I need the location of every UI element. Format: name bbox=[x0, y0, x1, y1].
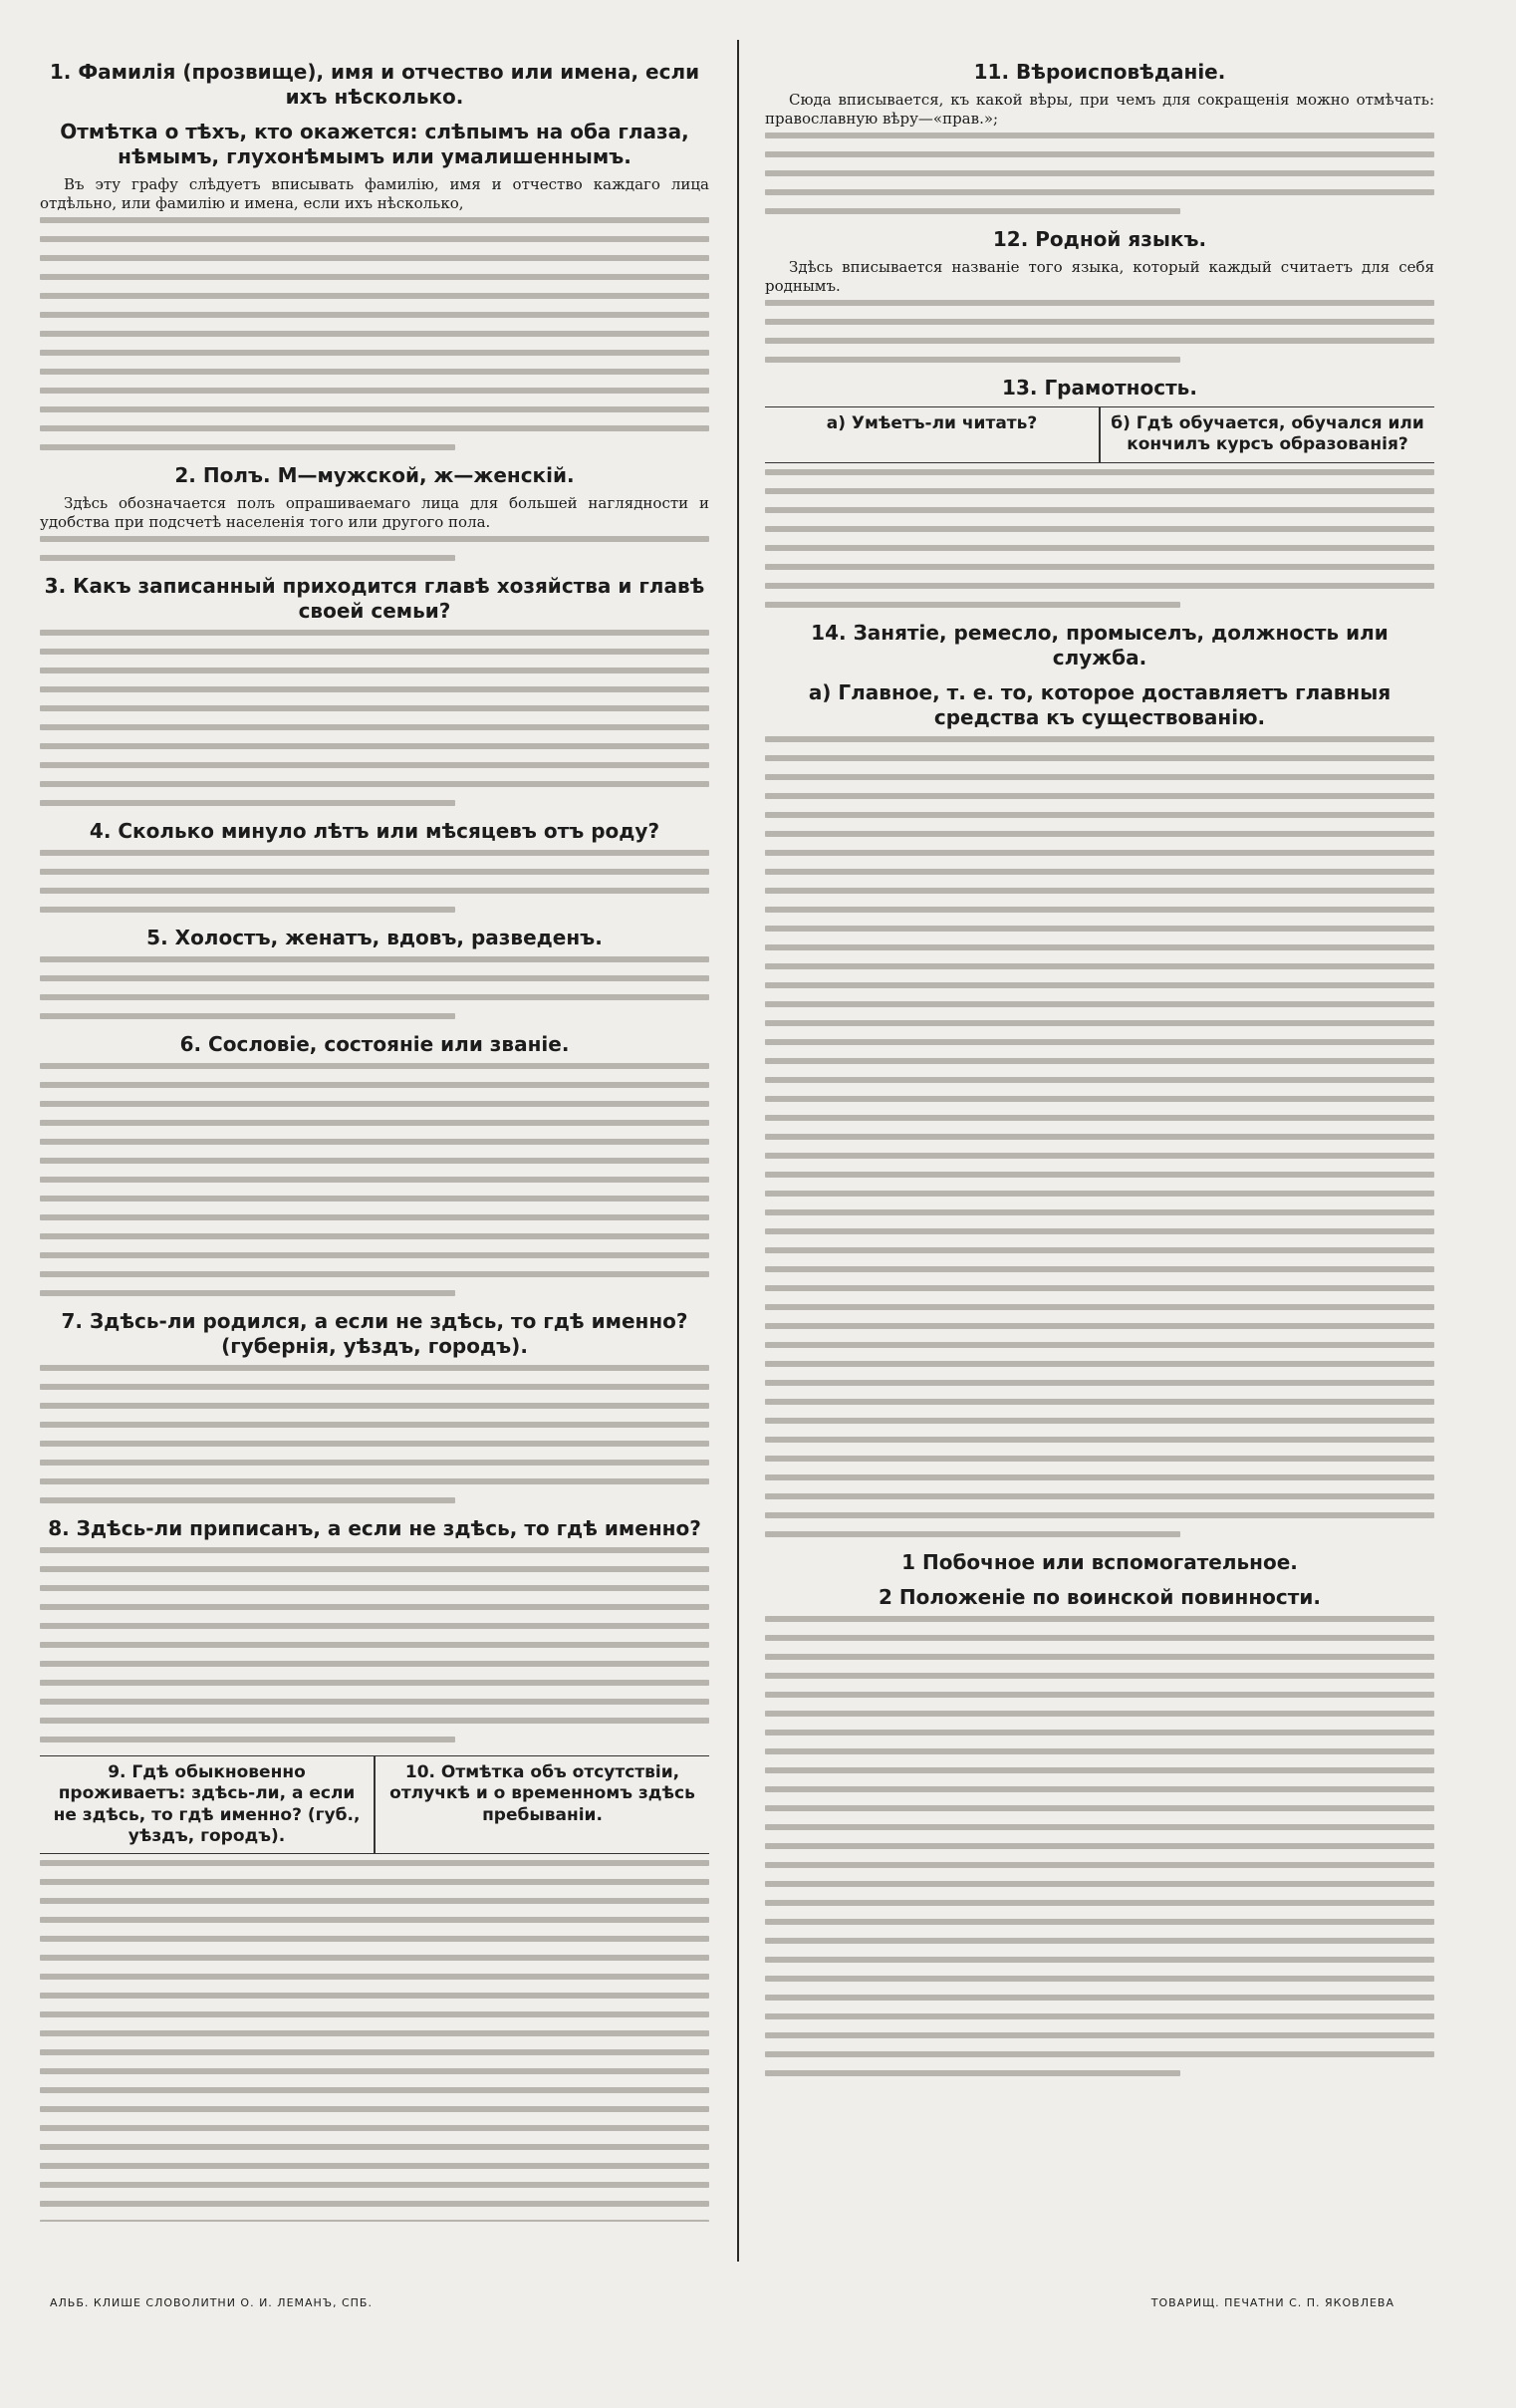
section-9-box bbox=[40, 1756, 374, 1853]
section-10-box bbox=[374, 1756, 709, 1853]
section-1-text: Въ эту графу слѣдуетъ вписывать фамилію, имя и отчество каждаго лица отдѣльно, или фамилію и имена, если ихъ нѣсколько, bbox=[40, 175, 709, 212]
section-10-heading: 10. Отмѣтка объ отсутствіи, отлучкѣ и о временномъ здѣсь пребываніи. bbox=[389, 1762, 695, 1825]
left-column bbox=[40, 50, 709, 2222]
section-13-heading: 13. Грамотность. bbox=[1002, 376, 1197, 400]
text-block bbox=[765, 300, 1434, 363]
text-block bbox=[40, 1063, 709, 1296]
right-column bbox=[765, 50, 1434, 2222]
section-3-heading: 3. Какъ записанный приходится главѣ хозяйства и главѣ своей семьи? bbox=[44, 574, 705, 623]
text-block bbox=[765, 469, 1434, 608]
text-block bbox=[40, 850, 709, 913]
section-12-heading: 12. Родной языкъ. bbox=[992, 227, 1207, 251]
section-13-split bbox=[765, 406, 1434, 463]
section-14-heading: 14. Занятіе, ремесло, промыселъ, должность или служба. bbox=[811, 620, 1389, 669]
section-4-heading: 4. Сколько минуло лѣтъ или мѣсяцевъ отъ роду? bbox=[89, 819, 660, 843]
section-14a-heading: а) Главное, т. е. то, которое доставляетъ главныя средства къ существованію. bbox=[808, 679, 1391, 729]
section-14b2-heading: 2 Положеніе по воинской повинности. bbox=[879, 1584, 1321, 1609]
section-1-heading: 1. Фамилія (прозвище), имя и отчество или имена, если ихъ нѣсколько. bbox=[49, 60, 700, 109]
section-8-heading: 8. Здѣсь-ли приписанъ, а если не здѣсь, то гдѣ именно? bbox=[48, 1516, 701, 1540]
text-block bbox=[40, 1547, 709, 1742]
text-block bbox=[40, 536, 709, 561]
census-instruction-page bbox=[40, 40, 1434, 2331]
section-14b1-heading: 1 Побочное или вспомогательное. bbox=[901, 1549, 1298, 1574]
section-2-heading: 2. Полъ. М—мужской, ж—женскій. bbox=[174, 463, 575, 487]
section-13a-box bbox=[765, 407, 1099, 462]
section-1-subheading: Отмѣтка о тѣхъ, кто окажется: слѣпымъ на оба глаза, нѣмымъ, глухонѣмымъ или умалишеннымъ. bbox=[60, 120, 689, 168]
section-13b-heading: б) Гдѣ обучается, обучался или кончилъ курсъ образованія? bbox=[1111, 413, 1424, 455]
text-block bbox=[765, 736, 1434, 1537]
text-block bbox=[40, 956, 709, 1019]
sections-9-10 bbox=[40, 1755, 709, 1854]
column-divider bbox=[737, 40, 739, 2262]
section-7-heading: 7. Здѣсь-ли родился, а если не здѣсь, то гдѣ именно? (губернія, уѣздъ, городъ). bbox=[61, 1309, 688, 1358]
section-11-text: Сюда вписывается, къ какой вѣры, при чемъ для сокращенія можно отмѣчать: православную вѣру—«прав.»; bbox=[765, 91, 1434, 128]
text-block bbox=[40, 217, 709, 450]
text-block bbox=[40, 1365, 709, 1503]
text-block bbox=[40, 630, 709, 806]
section-13a-heading: а) Умѣетъ-ли читать? bbox=[826, 413, 1038, 433]
text-block bbox=[765, 1616, 1434, 2076]
text-block bbox=[765, 133, 1434, 214]
section-6-heading: 6. Сословіе, состояніе или званіе. bbox=[179, 1032, 570, 1056]
section-5-heading: 5. Холостъ, женатъ, вдовъ, разведенъ. bbox=[146, 926, 603, 949]
text-block bbox=[40, 1860, 709, 2222]
section-11-heading: 11. Вѣроисповѣданіе. bbox=[973, 60, 1226, 84]
footer-left-imprint: АЛЬБ. КЛИШЕ СЛОВОЛИТНИ О. И. ЛЕМАНЪ, СПБ. bbox=[50, 2296, 373, 2309]
section-12-text: Здѣсь вписывается названіе того языка, который каждый считаетъ для себя роднымъ. bbox=[765, 258, 1434, 295]
section-9-heading: 9. Гдѣ обыкновенно проживаетъ: здѣсь-ли, а если не здѣсь, то гдѣ именно? (губ., уѣздъ, городъ). bbox=[53, 1762, 361, 1846]
section-2-text: Здѣсь обозначается полъ опрашиваемаго лица для большей наглядности и удобства при подсчетѣ населенія того или другого пола. bbox=[40, 494, 709, 531]
footer-right-imprint: ТОВАРИЩ. ПЕЧАТНИ С. П. ЯКОВЛЕВА bbox=[1150, 2296, 1394, 2309]
section-13b-box bbox=[1099, 407, 1434, 462]
